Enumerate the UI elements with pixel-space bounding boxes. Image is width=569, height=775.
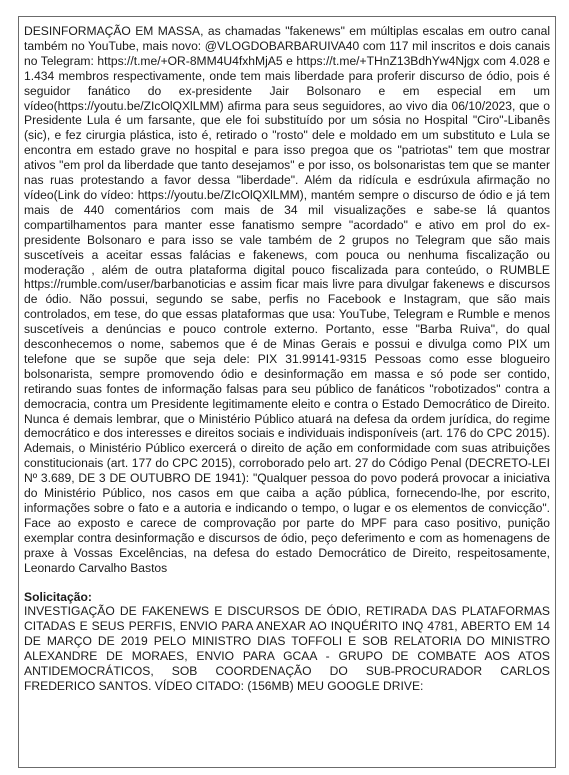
paragraph-spacer bbox=[24, 576, 550, 590]
request-heading: Solicitação: bbox=[24, 589, 92, 604]
document-content bbox=[24, 24, 550, 694]
body-paragraph: DESINFORMAÇÃO EM MASSA, as chamadas "fakenews" em múltiplas escalas em outro canal também no YouTube, mais novo: @VLOGDOBARBARUIVA40 com 117 mil inscritos e dois canais no Telegram: https://t.me/+OR-8MM4U4fxhMjA5 e https://t.me/+THnZ13BdhYw4Njgx com 4.028 e 1.434 membros respectivamente, onde tem mais liberdade para proferir discurso de ódio, pois é seguidor fanático do ex-presidente Jair Bolsonaro e em especial em um vídeo(https://youtu.be/ZIcOlQXlLMM) afirma para seus seguidores, ao vivo dia 06/10/2023, que o Presidente Lula é um farsante, que ele foi substituído por um sósia no Hospital "Ciro"-Libanês (sic), e fez cirurgia plástica, isto é, retirado o "rosto" dele e moldado em um substituto e Lula se encontra em estado grave no hospital e para isso pregoa que os "patriotas" tem que mostrar ativos "em prol da liberdade que tanto desejamos" e por isso, os bolsonaristas tem que se manter nas ruas protestando a favor dessa "liberdade". Além da ridícula e esdrúxula afirmação no vídeo(Link do vídeo: https://youtu.be/ZIcOlQXlLMM), mantém sempre o discurso de ódio e já tem mais de 440 comentários com mais de 34 mil visualizações e sabe-se lá quantos compartilhamentos para manter esse fanatismo sempre "acordado" e ativo em prol do ex-presidente Bolsonaro e para isso se vale também de 2 grupos no Telegram que são mais suscetíveis a aceitar essas falácias e fakenews, com pouca ou nenhuma fiscalização ou moderação , além de outra plataforma digital pouco fiscalizada para conteúdo, o RUMBLE https://rumble.com/user/barbanoticias e assim ficar mais livre para divulgar fakenews e discursos de ódio. Não possui, segundo se sabe, perfis no Facebook e Instagram, que são mais controlados, em tese, do que essas plataformas que usa: YouTube, Telegram e Rumble e menos suscetíveis a denúncias e pouco controle externo. Portanto, esse "Barba Ruiva", do qual desconhecemos o nome, sabemos que é de Minas Gerais e possui e divulga como PIX um telefone que se supõe que seja dele: PIX 31.99141-9315 Pessoas como esse blogueiro bolsonarista, sempre promovendo ódio e desinformação em massa e só pode ser contido, retirando suas fontes de informação falsas para seu público de fanáticos "robotizados" contra a democracia, contra um Presidente legitimamente eleito e contra o Estado Democrático de Direito. Nunca é demais lembrar, que o Ministério Público atuará na defesa da ordem jurídica, do regime democrático e dos interesses e direitos sociais e individuais indisponíveis (art. 176 do CPC 2015). Ademais, o Ministério Público exercerá o direito de ação em conformidade com suas atribuições constitucionais (art. 177 do CPC 2015), corroborado pelo art. 27 do Código Penal (DECRETO-LEI Nº 3.689, DE 3 DE OUTUBRO DE 1941): "Qualquer pessoa do povo poderá provocar a iniciativa do Ministério Público, nos casos em que caiba a ação pública, fornecendo-lhe, por escrito, informações sobre o fato e a autoria e indicando o tempo, o lugar e os elementos de convicção". Face ao exposto e carece de comprovação por parte do MPF para caso positivo, punição exemplar contra desinformação e discursos de ódio, peço deferimento e com as homenagens de praxe à Vossas Excelências, na defesa do estado Democrático de Direito, respeitosamente, Leonardo Carvalho Bastos bbox=[24, 24, 550, 575]
request-paragraph: INVESTIGAÇÃO DE FAKENEWS E DISCURSOS DE ÓDIO, RETIRADA DAS PLATAFORMAS CITADAS E SEUS PERFIS, ENVIO PARA ANEXAR AO INQUÉRITO INQ 4781, ABERTO EM 14 DE MARÇO DE 2019 PELO MINISTRO DIAS TOFFOLI E SOB RELATORIA DO MINISTRO ALEXANDRE DE MORAES, ENVIO PARA GCAA - GRUPO DE COMBATE AOS ATOS ANTIDEMOCRÁTICOS, SOB COORDENAÇÃO DO SUB-PROCURADOR CARLOS FREDERICO SANTOS. VÍDEO CITADO: (156MB) MEU GOOGLE DRIVE: bbox=[24, 604, 550, 693]
